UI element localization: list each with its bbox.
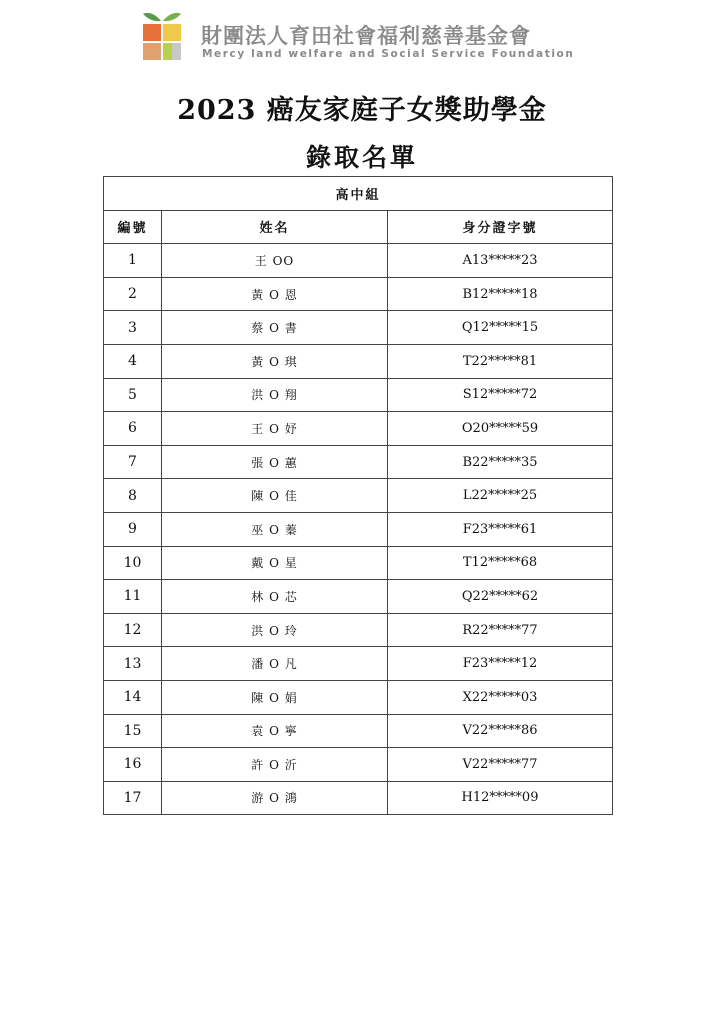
row-id-number: F23*****12 [388,647,613,681]
row-id-number: T12*****68 [388,546,613,580]
row-id-number: B22*****35 [388,445,613,479]
row-name: 王 O 妤 [162,412,388,446]
row-id-number: V22*****86 [388,714,613,748]
row-name: 黃 O 琪 [162,344,388,378]
table-row [104,445,613,479]
row-name: 洪 O 翔 [162,378,388,412]
table-row [104,714,613,748]
row-number: 16 [104,748,162,782]
table-row [104,378,613,412]
row-id-number: Q12*****15 [388,311,613,345]
row-id-number: F23*****61 [388,512,613,546]
row-id-number: R22*****77 [388,613,613,647]
row-name: 陳 O 娟 [162,680,388,714]
row-number: 9 [104,512,162,546]
row-id-number: Q22*****62 [388,580,613,614]
row-name: 張 O 蕙 [162,445,388,479]
row-id-number: L22*****25 [388,479,613,513]
row-name: 游 O 鴻 [162,781,388,815]
table-body [104,244,613,815]
row-name: 潘 O 凡 [162,647,388,681]
row-name: 洪 O 玲 [162,613,388,647]
row-id-number: T22*****81 [388,344,613,378]
table-row [104,546,613,580]
row-id-number: H12*****09 [388,781,613,815]
header-row [104,210,613,244]
row-name: 陳 O 佳 [162,479,388,513]
column-header-name: 姓名 [162,210,388,244]
row-id-number: X22*****03 [388,680,613,714]
table-row [104,680,613,714]
row-number: 7 [104,445,162,479]
row-number: 10 [104,546,162,580]
row-number: 1 [104,244,162,278]
row-number: 4 [104,344,162,378]
org-name-english: Mercy land welfare and Social Service Foundation [202,48,575,60]
table-row [104,580,613,614]
table-row [104,244,613,278]
row-name: 戴 O 星 [162,546,388,580]
row-number: 6 [104,412,162,446]
org-name-chinese: 財團法人育田社會福利慈善基金會 [201,24,531,48]
row-number: 5 [104,378,162,412]
row-name: 黃 O 恩 [162,277,388,311]
row-number: 15 [104,714,162,748]
table-row [104,512,613,546]
foundation-logo [140,10,184,62]
row-number: 11 [104,580,162,614]
table-row [104,412,613,446]
table-row [104,479,613,513]
column-header-number: 編號 [104,210,162,244]
group-label: 高中組 [104,177,613,211]
row-number: 2 [104,277,162,311]
table-row [104,613,613,647]
table-row [104,748,613,782]
row-id-number: S12*****72 [388,378,613,412]
row-number: 14 [104,680,162,714]
row-number: 13 [104,647,162,681]
row-name: 許 O 沂 [162,748,388,782]
row-name: 蔡 O 書 [162,311,388,345]
table-row [104,781,613,815]
row-name: 袁 O 寧 [162,714,388,748]
column-header-id: 身分證字號 [388,210,613,244]
row-id-number: A13*****23 [388,244,613,278]
document-title: 2023 癌友家庭子女獎助學金 [177,95,547,126]
row-id-number: B12*****18 [388,277,613,311]
row-number: 12 [104,613,162,647]
row-number: 3 [104,311,162,345]
admission-table [103,176,613,815]
document-subtitle: 錄取名單 [305,143,418,172]
row-number: 17 [104,781,162,815]
page-header [140,10,590,62]
table-row [104,277,613,311]
row-number: 8 [104,479,162,513]
row-id-number: O20*****59 [388,412,613,446]
row-name: 王 OO [162,244,388,278]
row-name: 巫 O 蓁 [162,512,388,546]
row-id-number: V22*****77 [388,748,613,782]
table-row [104,311,613,345]
row-name: 林 O 芯 [162,580,388,614]
table-row [104,647,613,681]
group-row [104,177,613,211]
table-row [104,344,613,378]
